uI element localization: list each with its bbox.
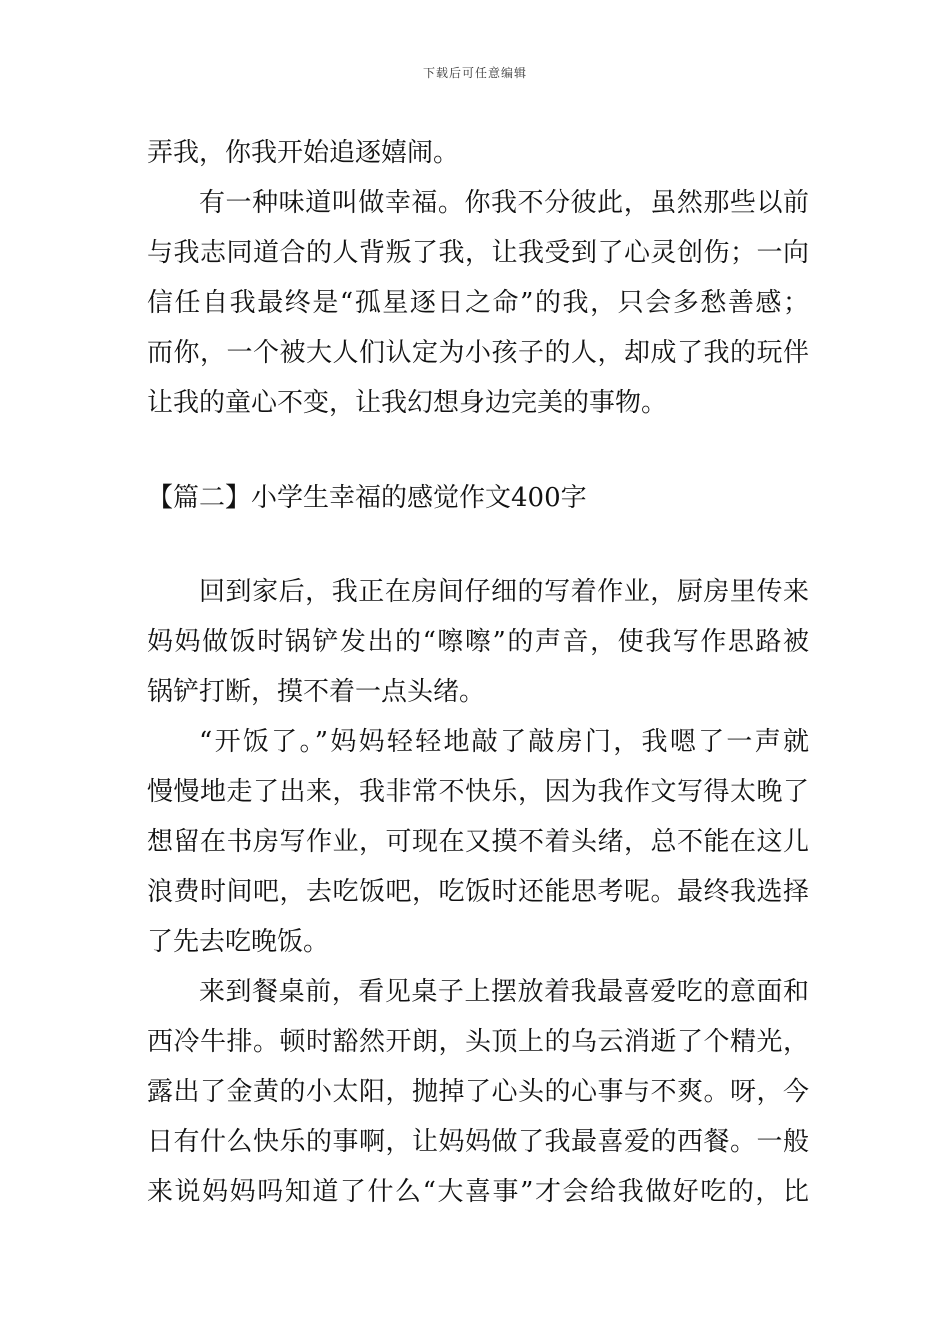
text-line: 有一种味道叫做幸福。你我不分彼此，虽然那些以前 — [199, 188, 809, 218]
document-body — [147, 128, 809, 1217]
text-line: 慢慢地走了出来，我非常不快乐，因为我作文写得太晚了 — [147, 777, 809, 807]
text-line: 来说妈妈吗知道了什么“大喜事”才会给我做好吃的，比 — [147, 1177, 809, 1207]
text-line: 浪费时间吧，去吃饭吧，吃饭时还能思考呢。最终我选择 — [147, 877, 809, 907]
text-line: 日有什么快乐的事啊，让妈妈做了我最喜爱的西餐。一般 — [147, 1127, 809, 1157]
text-line: 露出了金黄的小太阳，抛掉了心头的心事与不爽。呀，今 — [147, 1077, 809, 1107]
text-line: 与我志同道合的人背叛了我，让我受到了心灵创伤；一向 — [147, 238, 809, 268]
text-line: 弄我，你我开始追逐嬉闹。 — [147, 138, 460, 168]
text-line: 而你，一个被大人们认定为小孩子的人，却成了我的玩伴 — [147, 338, 809, 368]
text-line: 回到家后，我正在房间仔细的写着作业，厨房里传来 — [199, 577, 809, 607]
text-line: 想留在书房写作业，可现在又摸不着头绪，总不能在这儿 — [147, 827, 809, 857]
text-line: 信任自我最终是“孤星逐日之命”的我，只会多愁善感； — [147, 288, 809, 318]
text-line: 西冷牛排。顿时豁然开朗，头顶上的乌云消逝了个精光， — [147, 1027, 809, 1057]
page-header: 下载后可任意编辑 — [422, 66, 527, 80]
text-line: 了先去吃晚饭。 — [147, 927, 330, 957]
text-line: “开饭了。”妈妈轻轻地敲了敲房门，我嗯了一声就 — [199, 727, 809, 757]
text-line: 来到餐桌前，看见桌子上摆放着我最喜爱吃的意面和 — [199, 977, 809, 1007]
section-title: 【篇二】小学生幸福的感觉作文400字 — [147, 483, 587, 513]
text-line: 妈妈做饭时锅铲发出的“嚓嚓”的声音，使我写作思路被 — [147, 627, 809, 657]
text-line: 让我的童心不变，让我幻想身边完美的事物。 — [147, 388, 668, 418]
text-line: 锅铲打断，摸不着一点头绪。 — [147, 677, 486, 707]
